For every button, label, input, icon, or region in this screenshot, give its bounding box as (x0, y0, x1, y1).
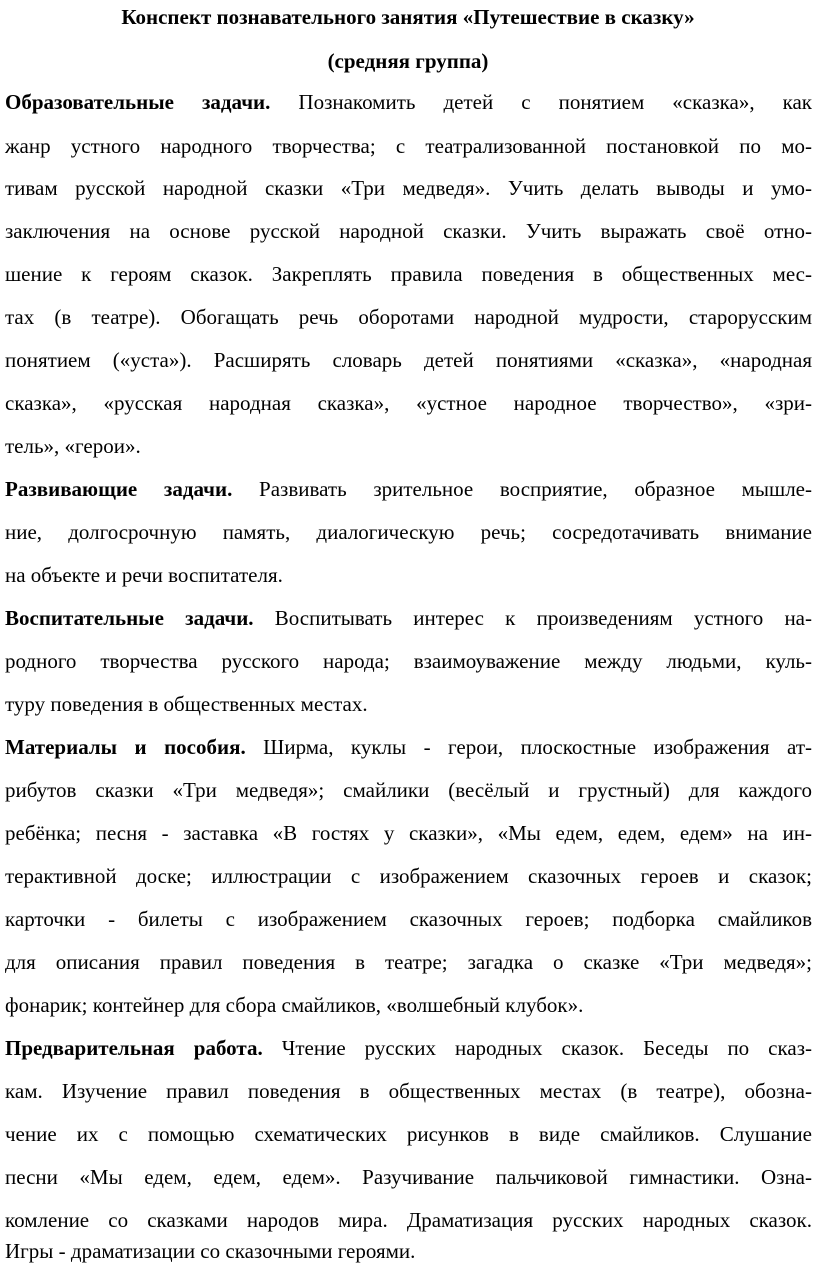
section-line: карточки - билеты с изображением сказочных героев; подборка смайликов (5, 907, 812, 931)
section-label-educational: Образовательные задачи. (5, 90, 271, 114)
section-label-upbringing: Воспитательные задачи. (5, 606, 254, 630)
section-text: Развивать зрительное восприятие, образное мышле- (232, 477, 812, 501)
section-line: фонарик; контейнер для сбора смайликов, «волшебный клубок». (5, 993, 584, 1017)
section-text: Познакомить детей с понятием «сказка», как (270, 90, 812, 114)
section-label-materials: Материалы и пособия. (5, 735, 246, 759)
section-label-developing: Развивающие задачи. (5, 477, 233, 501)
section-line: кам. Изучение правил поведения в общественных местах (в театре), обозна- (5, 1079, 812, 1103)
section-line: сказка», «русская народная сказка», «устное народное творчество», «зри- (5, 391, 812, 415)
section-line: понятием («уста»). Расширять словарь детей понятиями «сказка», «народная (5, 348, 812, 372)
section-line: ребёнка; песня - заставка «В гостях у сказки», «Мы едем, едем, едем» на ин- (5, 821, 812, 845)
section-line: рибутов сказки «Три медведя»; смайлики (весёлый и грустный) для каждого (5, 778, 812, 802)
section-label-preliminary: Предварительная работа. (5, 1036, 263, 1060)
section-line: родного творчества русского народа; взаимоуважение между людьми, куль- (5, 649, 812, 673)
section-text: Воспитывать интерес к произведениям устного на- (253, 606, 812, 630)
section-line (5, 733, 812, 761)
section-line: Игры - драматизации со сказочными героями. (5, 1239, 416, 1263)
section-line: жанр устного народного творчества; с театрализованной постановкой по мо- (5, 134, 812, 158)
section-line (5, 88, 812, 116)
section-line: тивам русской народной сказки «Три медведя». Учить делать выводы и умо- (5, 176, 812, 200)
section-line: заключения на основе русской народной сказки. Учить выражать своё отно- (5, 219, 812, 243)
section-line (5, 604, 812, 632)
section-line: шение к героям сказок. Закреплять правила поведения в общественных мес- (5, 262, 812, 286)
document-title: Конспект познавательного занятия «Путешествие в сказку» (121, 5, 695, 29)
section-line (5, 1034, 812, 1062)
section-line: чение их с помощью схематических рисунков в виде смайликов. Слушание (5, 1122, 812, 1146)
section-line: на объекте и речи воспитателя. (5, 563, 283, 587)
document-subtitle: (средняя группа) (327, 49, 489, 73)
section-line: туру поведения в общественных местах. (5, 692, 368, 716)
section-line: для описания правил поведения в театре; загадка о сказке «Три медведя»; (5, 950, 812, 974)
section-line: комление со сказками народов мира. Драматизация русских народных сказок. (5, 1208, 812, 1232)
section-text: Ширма, куклы - герои, плоскостные изображения ат- (245, 735, 812, 759)
section-line: ние, долгосрочную память, диалогическую речь; сосредотачивать внимание (5, 520, 812, 544)
section-text: Чтение русских народных сказок. Беседы по сказ- (262, 1036, 812, 1060)
section-line: терактивной доске; иллюстрации с изображением сказочных героев и сказок; (5, 864, 812, 888)
section-line: песни «Мы едем, едем, едем». Разучивание пальчиковой гимнастики. Озна- (5, 1165, 812, 1189)
section-line (5, 475, 812, 503)
section-line: тель», «герои». (5, 434, 141, 458)
section-line: тах (в театре). Обогащать речь оборотами народной мудрости, старорусским (5, 305, 812, 329)
